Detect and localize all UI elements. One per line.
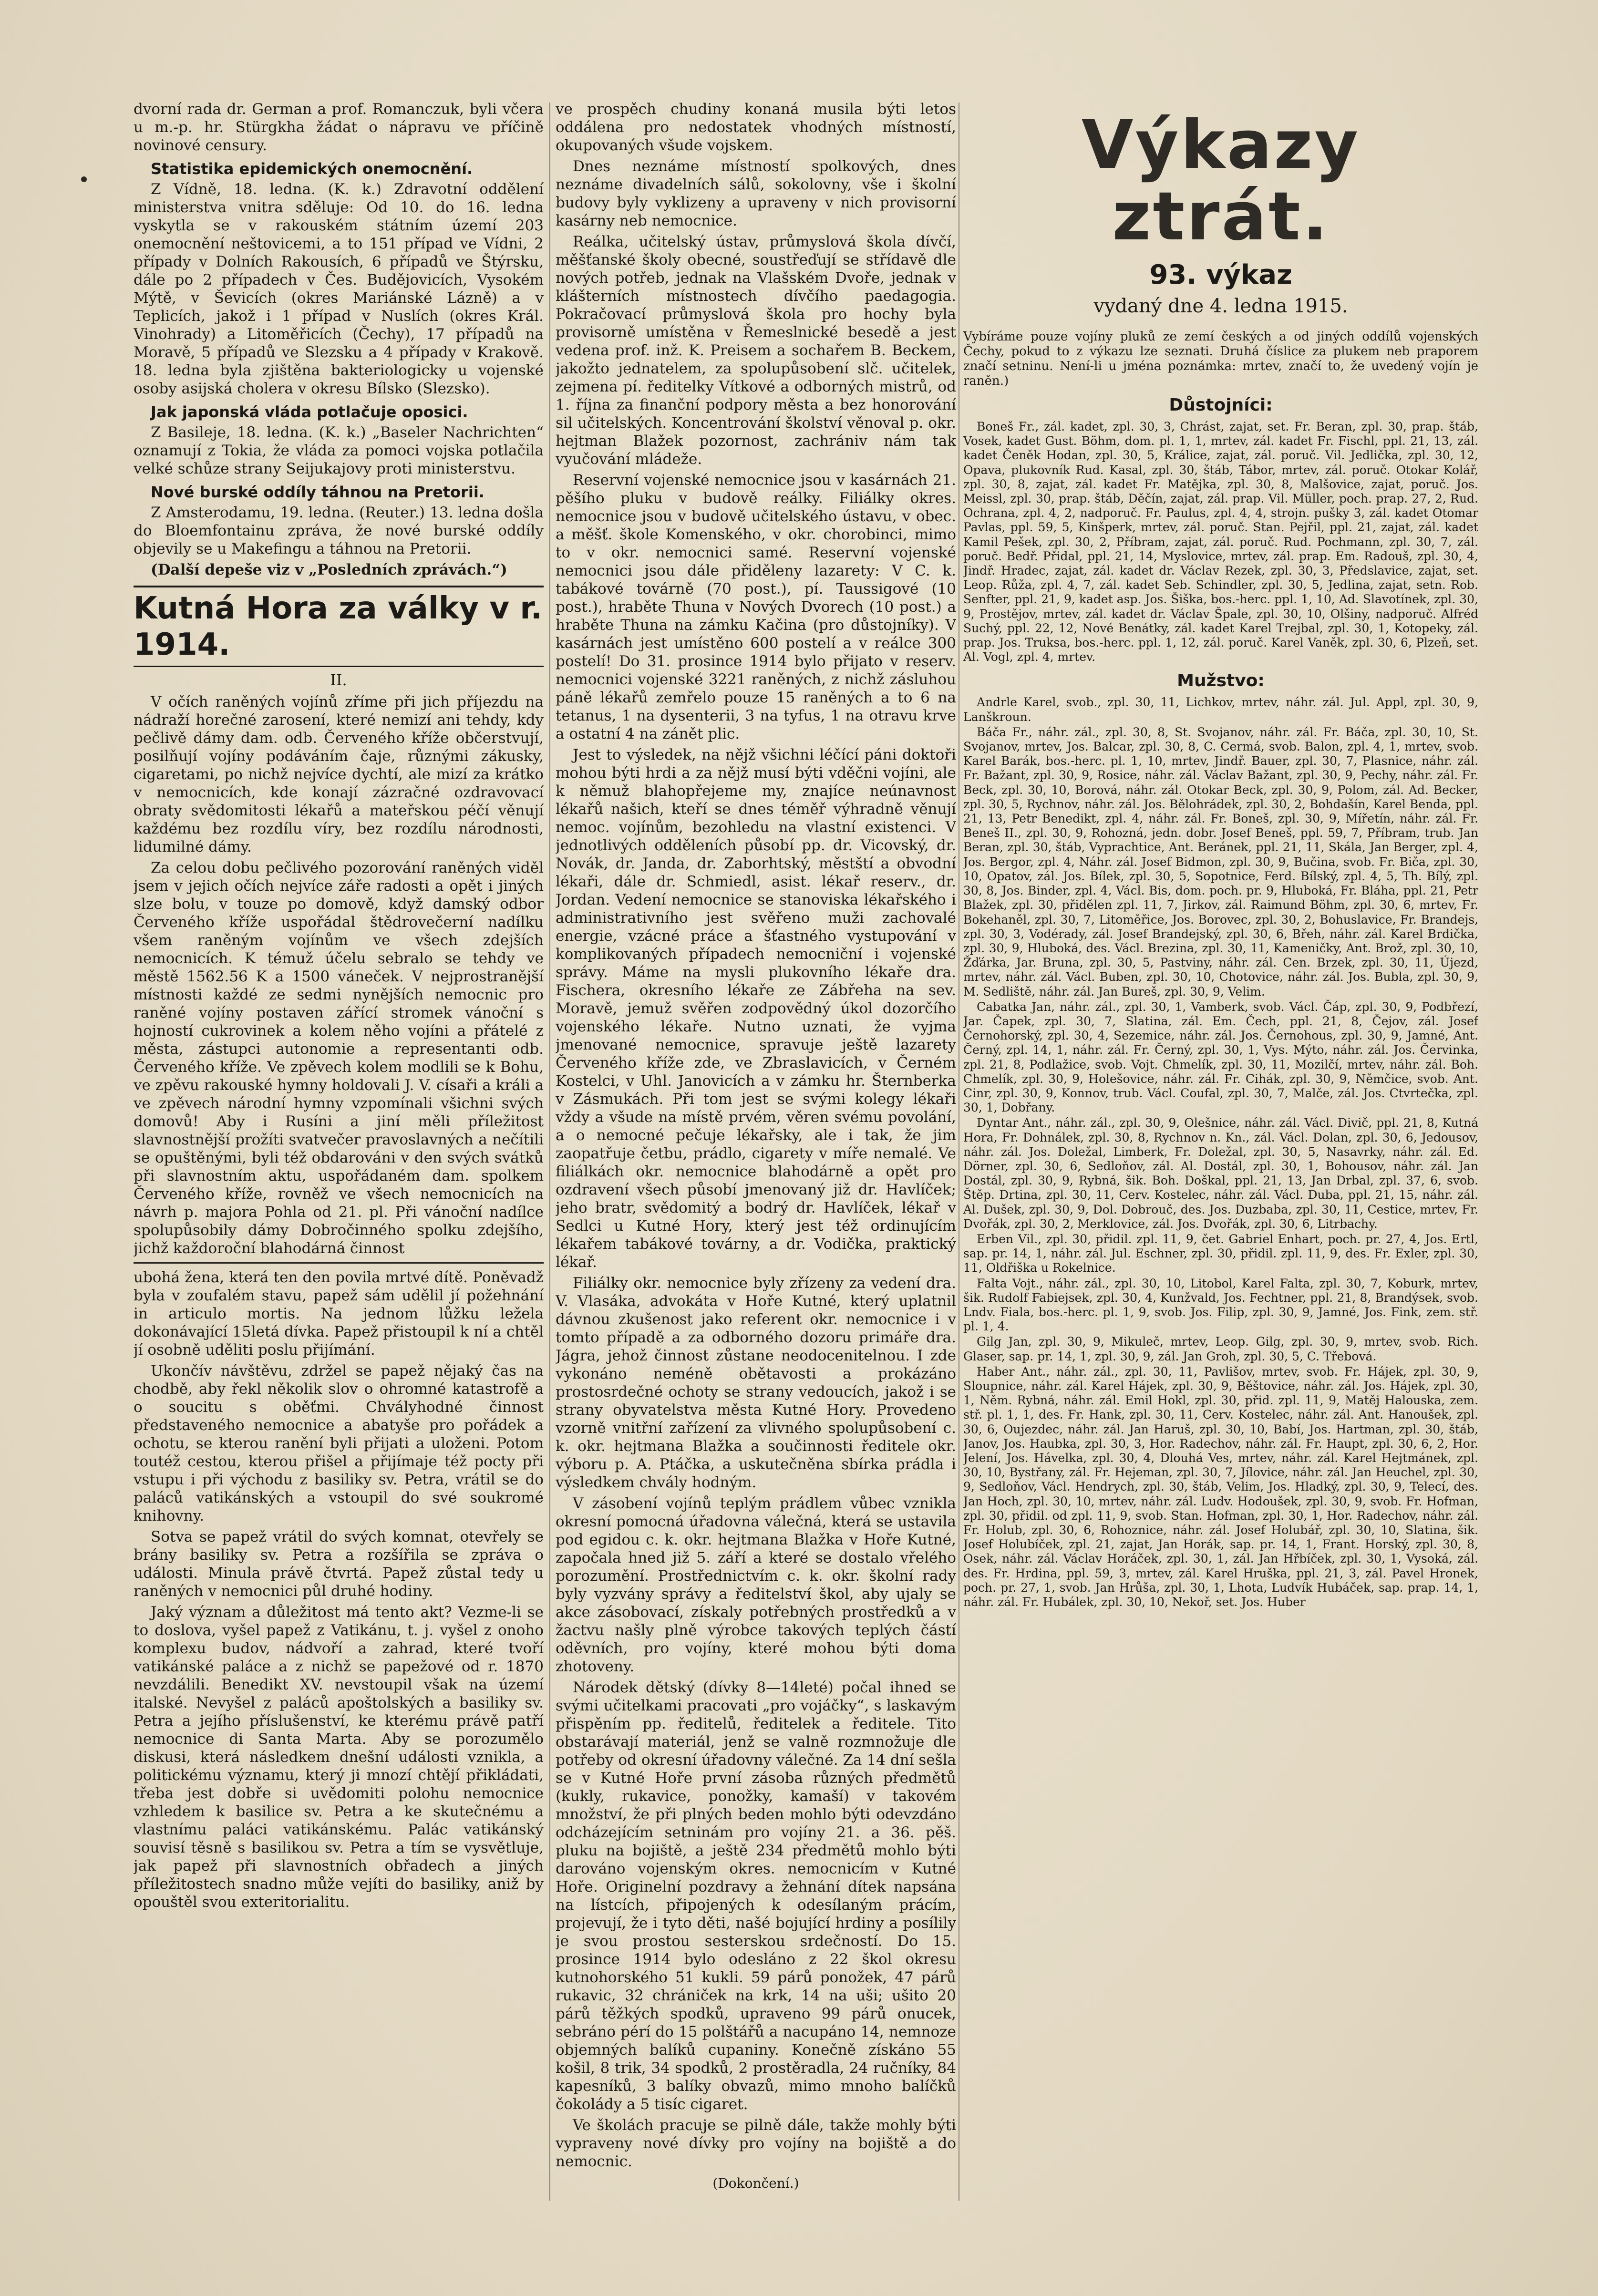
- section-heading: Jak japonská vláda potlačuje oposici.: [151, 403, 468, 421]
- article-text: V zásobení vojínů teplým prádlem vůbec vznikla okresní pomocná úřadovna válečná, která se ustavila pod egidou c. k. okr. hejtmana Blažka v Hoře Kutné, započala hned již 5. září a které se dostalo vřelého porozumění. Prostřednictvím c. k. okr. školní rady byly vyzvány správy a ředitelství škol, aby ujaly se akce zásobovací, získaly potřebných prostředků a v žactvu našly plně výrobce takových teplých částí oděvních, pro vojíny, které mohou býti doma zhotoveny.: [556, 1495, 956, 1675]
- article-text: dvorní rada dr. German a prof. Romanczuk, byli včera u m.-p. hr. Stürgkha žádat o nápravu ve příčině novinové censury.: [134, 101, 544, 154]
- officers-heading: Důstojníci:: [1169, 395, 1273, 415]
- men-list-entry: Báča Fr., náhr. zál., zpl. 30, 8, St. Svojanov, náhr. zál. Fr. Báča, zpl. 30, 10, St. Svojanov, mrtev, Jos. Balcar, zpl. 30, 8, C. Cermá, svob. Balon, zpl. 4, 1, mrtev, svob. Karel Barák, bos.-herc. pl. 1, 10, mrtev, Jindř. Bauer, zpl. 30, 7, Plasnice, náhr. zál. Fr. Bažant, zpl. 30, 9, Rosice, náhr. zál. Václav Bažant, zpl. 30, 9, Pechy, náhr. zál. Fr. Beck, zpl. 30, 10, Borová, náhr. zál. Otokar Beck, zpl. 30, 9, Polom, zál. Ad. Becker, zpl. 30, 5, Rychnov, náhr. zál. Jos. Bělohrádek, zpl. 30, 2, Bohdašín, Karel Benda, ppl. 21, 13, Petr Benedikt, zpl. 4, náhr. zál. Fr. Boneš, zpl. 30, 9, Mířetín, náhr. zál. Fr. Beneš II., zpl. 30, 9, Rohozná, jedn. dobr. Josef Beneš, ppl. 59, 7, Příbram, trub. Jan Beran, zpl. 30, štáb, Vyprachtice, Ant. Beránek, ppl. 21, 11, Skála, Jan Berger, zpl. 4, Jos. Bergor, zpl. 4, Náhr. zál. Josef Bidmon, zpl. 30, 9, Bučina, svob. Fr. Biča, zpl. 30, 10, Opatov, zál. Jos. Bílek, zpl. 30, 5, Sopotnice, Ferd. Bílský, zpl. 4, 5, Th. Bílý, zpl. 30, 8, Jos. Binder, zpl. 4, Václ. Bis, dom. poch. pr. 9, Hluboká, Fr. Bláha, ppl. 21, Petr Blažek, zpl. 30, přidělen zpl. 11, 7, Jirkov, zál. Raimund Böhm, zpl. 30, 6, mrtev, Fr. Bokehaněl, zpl. 30, 7, Litoměřice, Jos. Borovec, zpl. 30, 2, Bohuslavice, Fr. Brandejs, zpl. 30, 3, Vodérady, zál. Josef Brandejský, zpl. 30, 6, Břeh, náhr. zál. Karel Brdička, zpl. 30, 9, Hluboká, des. Václ. Brezina, zpl. 30, 11, Kameničky, Ant. Brož, zpl. 30, 10, Žďárka, Jar. Bruna, zpl. 30, 5, Pastviny, náhr. zál. Cen. Brzek, zpl. 30, 11, Újezd, mrtev, náhr. zál. Václ. Buben, zpl. 30, 10, Chotovice, náhr. zál. Jos. Bubla, zpl. 30, 9, M. Sedliště, náhr. zál. Jan Bureš, zpl. 30, 9, Velim.: [963, 725, 1478, 999]
- article-title: Kutná Hora za války v r. 1914.: [134, 586, 544, 667]
- article-text: ubohá žena, která ten den povila mrtvé dítě. Poněvadž byla v zoufalém stavu, papež sám udělil jí požehnání in articulo mortis. Na jednom lůžku ležela dokonávající 15letá dívka. Papež přistoupil k ní a chtěl jí osobně uděliti poslu přijímání.: [134, 1269, 544, 1359]
- men-list-entry: Cabatka Jan, náhr. zál., zpl. 30, 1, Vamberk, svob. Václ. Čáp, zpl. 30, 9, Podbřezí, Jar. Čapek, zpl. 30, 7, Slatina, zál. Em. Čech, ppl. 21, 8, Čejov, zál. Josef Černohorský, zpl. 30, 4, Sezemice, náhr. zál. Jos. Černohous, zpl. 30, 9, Jamné, Ant. Černý, zpl. 14, 1, náhr. zál. Fr. Černý, zpl. 30, 1, Vys. Mýto, náhr. zál. Jos. Červinka, zpl. 21, 8, Podlažice, svob. Vojt. Chmelík, zpl. 30, 11, Mozilčí, mrtev, náhr. zál. Boh. Chmelík, zpl. 30, 9, Holešovice, náhr. zál. Fr. Cihák, zpl. 30, 9, Němčice, svob. Ant. Cinr, zpl. 30, 9, Konnov, trub. Václ. Coufal, zpl. 30, 7, Malče, zál. Jos. Ctvrtečka, zpl. 30, 1, Dobřany.: [963, 999, 1478, 1115]
- casualty-list-title: Výkazy ztrát.: [1082, 106, 1360, 256]
- casualty-list-number: 93. výkaz: [1149, 259, 1292, 290]
- men-list-entry: Erben Vil., zpl. 30, přidil. zpl. 11, 9, čet. Gabriel Enhart, poch. pr. 27, 4, Jos. Ertl, sap. pr. 14, 1, náhr. zál. Jul. Eschner, zpl. 30, přidil. zpl. 11, 9, des. Fr. Exler, zpl. 30, 11, Oldřiška u Rokelnice.: [963, 1232, 1478, 1275]
- article-part-number: II.: [330, 671, 347, 689]
- column-right: [963, 100, 1478, 2205]
- article-text: Reálka, učitelský ústav, průmyslová škola dívčí, měšťanské školy obecné, soustřeďují se střídavě dle nových potřeb, jednak na Vlašském Dvoře, jednak v klášterních místnostech dívčího paedagogia. Pokračovací průmyslová škola pro hochy byla provisorně umístěna v Řemeslnické besedě a jest vedena prof. inž. K. Preisem a sochařem B. Beckem, jakožto jednatelem, za spolupůsobení slč. učitelek, zejmena pí. ředitelky Vítkové a odborných mistrů, od 1. října za finanční podpory města a bez honorování sil učitelských. Koncentrování školství věnoval p. okr. hejtman Blažek pozornost, zachrániv nám tak vyučování mládeže.: [556, 233, 956, 468]
- cross-reference: (Další depeše viz v „Posledních zprávách.“): [151, 561, 507, 578]
- section-heading: Statistika epidemických onemocnění.: [151, 160, 473, 178]
- casualty-list-note: Vybíráme pouze vojíny pluků ze zemí českých a od jiných oddílů vojenských Čechy, pokud to z výkazu lze seznati. Druhá číslice za plukem neb praporem značí setninu. Není-li u jména poznámka: mrtev, značí to, že uvedený vojín je raněn.): [963, 329, 1478, 388]
- article-text: Ve školách pracuje se pilně dále, takže mohly býti vypraveny nové dívky pro vojíny na bojiště a do nemocnic.: [556, 2117, 956, 2170]
- article-text: ve prospěch chudiny konaná musila býti letos oddálena pro nedostatek vhodných místností, okupovaných všude vojskem.: [556, 101, 956, 154]
- margin-dot: [81, 176, 87, 182]
- article-text: Národek dětský (dívky 8—14leté) počal ihned se svými učitelkami pracovati „pro vojáčky“, s laskavým přispěním pp. ředitelů, ředitelek a ředitele. Tito obstarávají materiál, jenž se valně rozmnožuje dle potřeby od okresní úřadovny válečné. Za 14 dní sešla se v Kutné Hoře první zásoba různých předmětů (kukly, rukavice, ponožky, kamaší) v takovém množství, že při plných beden mohlo býti odevzdáno odcházejícím setninám pro vojíny 21. a 36. pěš. pluku na bojiště, a ještě 234 předmětů mohlo býti darováno vojenským okres. nemocnicím v Kutné Hoře. Originelní pozdravy a žehnání dítek napsána na lístcích, připojených k odesílaným prácím, projevují, že i tyto děti, našé bojující hrdiny a posílily je svou prostou sesterskou srdečností. Do 15. prosince 1914 bylo odesláno z 22 škol okresu kutnohorského 51 kukli. 59 párů ponožek, 47 párů rukavic, 32 chrániček na krk, 14 na uši; ušito 20 párů těžkých spodků, upraveno 99 párů onucek, sebráno pérí do 15 polštářů a nacupáno 14, nemnoze objemných balíků cupaniny. Konečně získáno 55 košil, 8 trik, 34 spodků, 2 prostěradla, 24 ručníky, 84 kapesníků, 3 balíky obvazů, mimo mnoho balíčků čokolády a 5 tisíc cigaret.: [556, 1679, 956, 2113]
- column-rule: [549, 103, 550, 2201]
- men-heading: Mužstvo:: [1177, 671, 1265, 691]
- officers-list: Boneš Fr., zál. kadet, zpl. 30, 3, Chrást, zajat, set. Fr. Beran, zpl. 30, prap. štáb, Vosek, kadet Gust. Böhm, dom. pl. 1, 1, mrtev, zál. kadet Fr. Fischl, ppl. 21, 13, zál. kadet Čeněk Hodan, zpl. 30, 5, Králice, zajat, zál. poruč. Vil. Jedlička, zpl. 30, 12, Opava, plukovník Rud. Kasal, zpl. 30, štáb, Tábor, mrtev, zál. poruč. Otokar Kolář, zpl. 30, 8, zajat, zál. kadet Fr. Matějka, zpl. 30, 8, Malšovice, zajat, poruč. Jos. Meissl, zpl. 30, prap. štáb, Děčín, zajat, zál. prap. Vil. Müller, poch. prap. 27, 2, Rud. Ochrana, zpl. 4, 2, nadporuč. Fr. Paulus, zpl. 4, 4, strojn. pušky 3, zál. kadet Otomar Pavlas, ppl. 59, 5, Kinšperk, mrtev, zál. poruč. Stan. Pejřil, ppl. 21, zajat, zál. kadet Kamil Pešek, zpl. 30, 2, Příbram, zajat, zál. poruč. Rud. Pochmann, zpl. 30, 7, zál. poruč. Bedř. Přidal, ppl. 21, 14, Myslovice, mrtev, zál. prap. Em. Radouš, zpl. 30, 4, Jindř. Hradec, zajat, zál. kadet dr. Václav Rezek, zpl. 30, 3, Předslavice, zajat, set. Leop. Růža, zpl. 4, 7, zál. kadet Seb. Schindler, zpl. 30, 5, Jedlina, zajat, setn. Rob. Senfter, ppl. 21, 9, kadet asp. Jos. Šiška, bos.-herc. ppl. 1, 10, Ad. Slavotínek, zpl. 30, 9, Prostějov, mrtev, zál. kadet dr. Václav Špale, zpl. 30, 10, Olšiny, nadporuč. Alfréd Suchý, ppl. 22, 12, Nové Benátky, zál. kadet Karel Trejbal, zpl. 30, 1, Kotopeky, zál. prap. Jos. Truksa, bos.-herc. ppl. 1, 12, zál. poruč. Karel Vaněk, zpl. 30, 6, Plzeň, set. Al. Vogl, zpl. 4, mrtev.: [963, 420, 1478, 664]
- article-text: Za celou dobu pečlivého pozorování raněných viděl jsem v jejich očích nejvíce záře radosti a opět i jiných slze bolu, v touze po domově, když damský odbor Červeného kříže uspořádal štědrovečerní nadílku všem raněným vojínům ve všech zdejších nemocnicích. K témuž účelu sebralo se tehdy ve městě 1562.56 K a 1500 váneček. V nejprostranější místnosti každé ze sedmi nynějších nemocnic pro raněné vojíny postaven zářící stromek vánoční s hojností cukrovinek a kolem něho vojíni a přátelé z města, zástupci autonomie a representanti odb. Červeného kříže. Ve zpěvech kolem modlili se k Bohu, ve zpěvu rakouské hymny holdovali J. V. císaři a králi a ve zpěvech národní hymny vzpomínali všichni svých domovů! Aby i Rusíni a jiní měli příležitost slavnostnější prožíti svatvečer pravoslavných a nečítili se opuštěnými, byli též obdarováni v den svých svátků při slavnostním aktu, uspořádaném dam. spolkem Červeného kříže, rovněž ve všech nemocnicích na návrh p. majora Pohla od 21. pl. Při vánoční nadílce spolupůsobily dámy Dobročinného spolku zdejšího, jichž každoroční blahodárná činnost: [134, 859, 544, 1257]
- article-text: Sotva se papež vrátil do svých komnat, otevřely se brány basiliky sv. Petra a rozšířila se zpráva o události. Minula právě čtvrtá. Papež zůstal tedy u raněných v nemocnici půl druhé hodiny.: [134, 1528, 544, 1600]
- casualty-list-date: vydaný dne 4. ledna 1915.: [1093, 295, 1348, 317]
- article-text: Filiálky okr. nemocnice byly zřízeny za vedení dra. V. Vlasáka, advokáta v Hoře Kutné, který uplatnil dávnou zkušenost jako referent okr. nemocnice i v tomto případě a za odborného dozoru primáře dra. Jágra, jehož činnost zůstane neodocenitelnou. I zde vykonáno neméně obětavosti a prokázáno prostosrdečné ochoty se strany vedoucích, jakož i se strany obyvatelstva města Kutné Hory. Provedeno vzorně vnitřní zařízení za vlivného spolupůsobení c. k. okr. hejtmana Blažka a součinnosti ředitele okr. výboru p. A. Ptáčka, a uskutečněna sbírka prádla i výsledkem chvály hodným.: [556, 1275, 956, 1491]
- to-be-continued: (Dokončení.): [712, 2175, 799, 2191]
- article-text: Z Basileje, 18. ledna. (K. k.) „Baseler Nachrichten“ oznamují z Tokia, že vláda za pomoci vojska potlačila velké schůze strany Seijukajovy proti ministerstvu.: [134, 424, 544, 477]
- column-middle: [556, 100, 956, 2205]
- men-list-entry: Gilg Jan, zpl. 30, 9, Mikuleč, mrtev, Leop. Gilg, zpl. 30, 9, mrtev, svob. Rich. Glaser, sap. pr. 14, 1, zpl. 30, 9, zál. Jan Groh, zpl. 30, 5, C. Třebová.: [963, 1335, 1478, 1363]
- article-text: Jest to výsledek, na nějž všichni léčící páni doktoři mohou býti hrdi a za nějž musí býti vděčni vojíni, ale k němuž blahopřejeme my, znajíce neúnavnost lékařů našich, kteří se dnes téměř výhradně věnují nemoc. vojínům, bezohledu na vlastní existenci. V jednotlivých odděleních působí pp. dr. Vicovský, dr. Novák, dr. Janda, dr. Zaborhtský, městští a obvodní lékaři, dále dr. Schmiedl, asist. lékař reserv., dr. Jordan. Vedení nemocnice se stanoviska lékařského i administrativního jest svěřeno muži zachovalé energie, vzácné práce a šťastného vystupování v komplikovaných případech nemocniční i vojenské správy. Máme na mysli plukovního lékaře dra. Fischera, okresního lékaře ze Zábřeha na sev. Moravě, jemuž svěřen zodpovědný úkol dozorčího vojenského lékaře. Nutno uznati, že vyjma jmenované nemocnice, spravuje ještě lazarety Červeného kříže zde, ve Zbraslavicích, v Černém Kostelci, v Uhl. Janovicích a v zámku hr. Šternberka v Zásmukách. Při tom jest se svými kolegy lékaři vždy a všude na místě prvém, věren svému povolání, a o nemocné pečuje lékařsky, ale i tak, že jim zaopatřuje četbu, prádlo, cigarety v míře nemalé. Ve filiálkách okr. nemocnice blahodárně a opět pro ozdravení všech působí jmenovaný již dr. Havlíček; jeho bratr, svědomitý a bodrý dr. Havlíček, lékař v Sedlci u Kutné Hory, který jest též ordinujícím lékařem tabákové továrny, a dr. Vodička, praktický lékař.: [556, 746, 956, 1271]
- men-list-entry: Andrle Karel, svob., zpl. 30, 11, Lichkov, mrtev, náhr. zál. Jul. Appl, zpl. 30, 9, Lanškroun.: [963, 695, 1478, 724]
- article-text: V očích raněných vojínů zříme při jich příjezdu na nádraží horečné zarosení, které nemizí ani tehdy, kdy pečlivě dámy dam. odb. Červeného kříže občerstvují, posilňují vojíny podáváním čaje, různými zákusky, cigaretami, po nichž nejvíce dychtí, ale mizí za krátko v nemocnicích, kde konají zázračné ozdravovací obraty svědomitosti lékařů a mateřskou péčí věnují každému bez rozdílu víry, bez rozdílu národnosti, lidumilné dámy.: [134, 693, 544, 855]
- divider: [134, 1262, 544, 1264]
- article-text: Z Vídně, 18. ledna. (K. k.) Zdravotní oddělení ministerstva vnitra sděluje: Od 10. do 16. ledna vyskytla se v rakouském státním území 203 onemocnění neštovicemi, a to 151 případ ve Vídni, 2 případy v Dolních Rakousích, 6 případů ve Štýrsku, dále po 2 případech v Čes. Budějovicích, Vysokém Mýtě, v Ševicích (okres Mariánské Lázně) a v Teplicích, jakož i 1 případ v Nuslích (okres Král. Vinohrady) a Litoměřicích (Čechy), 17 případů na Moravě, 5 případů ve Slezsku a 4 případy v Krakově. 18. ledna byla zjištěna bakteriologicky u vojenské osoby asijská cholera v okresu Bílsko (Slezsko).: [134, 181, 544, 397]
- column-left: [134, 100, 544, 2205]
- article-text: Dnes neznáme místností spolkových, dnes neznáme divadelních sálů, sokolovny, vše i školní budovy byly vyklizeny a upraveny v nich provisorní kasárny neb nemocnice.: [556, 158, 956, 229]
- article-text: Reservní vojenské nemocnice jsou v kasárnách 21. pěšího pluku v budově reálky. Filiálky okres. nemocnice jsou v budově učitelského ústavu, v obec. a měšť. škole Komenského, v okr. chorobinci, mimo to v okr. nemocnici samé. Reservní vojenské nemocnici jsou dále přiděleny lazarety: V C. k. tabákové továrně (70 post.), pí. Taussigové (10 post.), hraběte Thuna v Nových Dvorech (10 post.) a hraběte Thuna na zámku Kačina (pro důstojníky). V kasárnách jest umístěno 600 postelí a v reálce 300 postelí! Do 31. prosince 1914 bylo přijato v reserv. nemocnici vojenské 3221 raněných, z nichž zásluhou páně lékařů zemřelo pouze 15 raněných a to 6 na tetanus, 1 na dysenterii, 3 na tyfus, 1 na otravu krve a ostatní 4 na zánět plic.: [556, 472, 956, 742]
- section-heading: Nové burské oddíly táhnou na Pretorii.: [151, 483, 485, 501]
- article-text: Jaký význam a důležitost má tento akt? Vezme-li se to doslova, vyšel papež z Vatikánu, t. j. vyšel z onoho komplexu budov, nádvoří a zahrad, které tvoří vatikánské paláce a z nichž se papežové od r. 1870 nevzdálili. Benedikt XV. nevstoupil však na území italské. Nevyšel z paláců apoštolských a basiliky sv. Petra a jejího příslušenství, ke kterému právě patří nemocnice di Santa Marta. Aby se porozumělo diskusi, která následkem dnešní události vznikla, a politickému významu, který ji mnozí chtějí přikládati, třeba jest dobře si uvědomiti polohu nemocnice vzhledem k basilice sv. Petra a ke skutečnému a vlastnímu paláci vatikánskému. Palác vatikánský souvisí těsně s basilikou sv. Petra a tím se vysvětluje, jak papež při slavnostních obřadech a jiných příležitostech snadno může vejíti do basiliky, aniž by opouštěl svou exteritorialitu.: [134, 1604, 544, 1911]
- article-text: Z Amsterodamu, 19. ledna. (Reuter.) 13. ledna došla do Bloemfontainu zpráva, že nové burské oddíly objevily se u Makefingu a táhnou na Pretorii.: [134, 504, 544, 557]
- men-list-entry: Falta Vojt., náhr. zál., zpl. 30, 10, Litobol, Karel Falta, zpl. 30, 7, Koburk, mrtev, šik. Rudolf Fabiejsek, zpl. 30, 4, Kunžvald, Jos. Fechtner, ppl. 21, 8, Brandýsek, svob. Lndv. Fiala, bos.-herc. pl. 1, 9, svob. Jos. Filip, zpl. 30, 9, Jamné, Jos. Fink, zem. stř. pl. 1, 4.: [963, 1276, 1478, 1334]
- men-list-entry: Haber Ant., náhr. zál., zpl. 30, 11, Pavlišov, mrtev, svob. Fr. Hájek, zpl. 30, 9, Sloupnice, náhr. zál. Karel Hájek, zpl. 30, 9, Běštovice, náhr. zál. Jos. Hájek, zpl. 30, 1, Něm. Rybná, náhr. zál. Emil Hokl, zpl. 30, přid. zpl. 11, 9, Matěj Halouska, zem. stř. pl. 1, 1, des. Fr. Hank, zpl. 30, 11, Cerv. Kostelec, náhr. zál. Ant. Hanoušek, zpl. 30, 6, Oujezdec, náhr. zál. Jan Haruš, zpl. 30, 10, Babí, Jos. Hartman, zpl. 30, štáb, Janov, Jos. Haubka, zpl. 30, 3, Hor. Radechov, náhr. zál. Fr. Haupt, zpl. 30, 6, 2, Hor. Jelení, Jos. Hávelka, zpl. 30, 4, Dlouhá Ves, mrtev, náhr. zál. Karel Hejtmánek, zpl. 30, 10, Bystřany, zál. Fr. Hejeman, zpl. 30, 7, Jílovice, náhr. zál. Jan Heuchel, zpl. 30, 9, Sedloňov, Václ. Hendrych, zpl. 30, štáb, Velim, Jos. Hladký, zpl. 30, 9, Telecí, des. Jan Hoch, zpl. 30, 10, mrtev, náhr. zál. Ludv. Hodoušek, zpl. 30, 9, svob. Fr. Hofman, zpl. 30, přidil. od zpl. 11, 9, svob. Stan. Hofman, zpl. 30, 1, Hor. Radechov, náhr. zál. Fr. Holub, zpl. 30, 6, Rohoznice, náhr. zál. Josef Holubář, zpl. 30, 10, Slatina, šik. Josef Holubíček, zpl. 21, zajat, Jan Horák, sap. pr. 14, 1, Frant. Horský, zpl. 30, 8, Osek, náhr. zál. Václav Horáček, zpl. 30, 1, zál. Jan Hřbíček, zpl. 30, 1, Vysoká, zál. des. Fr. Hrdina, ppl. 59, 3, mrtev, zál. Karel Hruška, ppl. 21, 3, zál. Pavel Hronek, poch. pr. 27, 1, svob. Jan Hrůša, zpl. 30, 1, Lhota, Ludvík Hubáček, sap. prap. 14, 1, náhr. zál. Fr. Hubálek, zpl. 30, 10, Nekoř, set. Jos. Huber: [963, 1364, 1478, 1609]
- men-list-entry: Dyntar Ant., náhr. zál., zpl. 30, 9, Olešnice, náhr. zál. Václ. Divič, ppl. 21, 8, Kutná Hora, Fr. Dohnálek, zpl. 30, 8, Rychnov n. Kn., zál. Václ. Dolan, zpl. 30, 6, Jedousov, náhr. zál. Jos. Doležal, Limberk, Fr. Doležal, zpl. 30, 5, Nasavrky, náhr. zál. Ed. Dörner, zpl. 30, 6, Sedloňov, zál. Al. Dostál, zpl. 30, 1, Bohousov, náhr. zál. Jan Dostál, zpl. 30, 9, Rybná, šik. Boh. Doškal, ppl. 21, 13, Jan Drbal, zpl. 37, 6, svob. Štěp. Drtina, zpl. 30, 11, Cerv. Kostelec, náhr. zál. Václ. Duba, ppl. 21, 15, náhr. zál. Al. Dušek, zpl. 30, 9, Dol. Dobrouč, des. Jos. Duzbaba, zpl. 30, 11, Cestice, mrtev, Fr. Dvořák, zpl. 30, 2, Merklovice, zál. Jos. Dvořák, zpl. 30, 6, Litrbachy.: [963, 1116, 1478, 1231]
- article-text: Ukončív návštěvu, zdržel se papež nějaký čas na chodbě, aby řekl několik slov o ohromné katastrofě a o soucitu s oběťmi. Chvályhodné činnost představeného nemocnice a abatyše pro pořádek a ochotu, se kterou ranění byli přijati a uloženi. Potom toutéž cestou, kterou přišel a přijímaje též pocty při vstupu i při východu z basiliky sv. Petra, vrátil se do paláců vatikánských a vstoupil do své soukromé knihovny.: [134, 1362, 544, 1524]
